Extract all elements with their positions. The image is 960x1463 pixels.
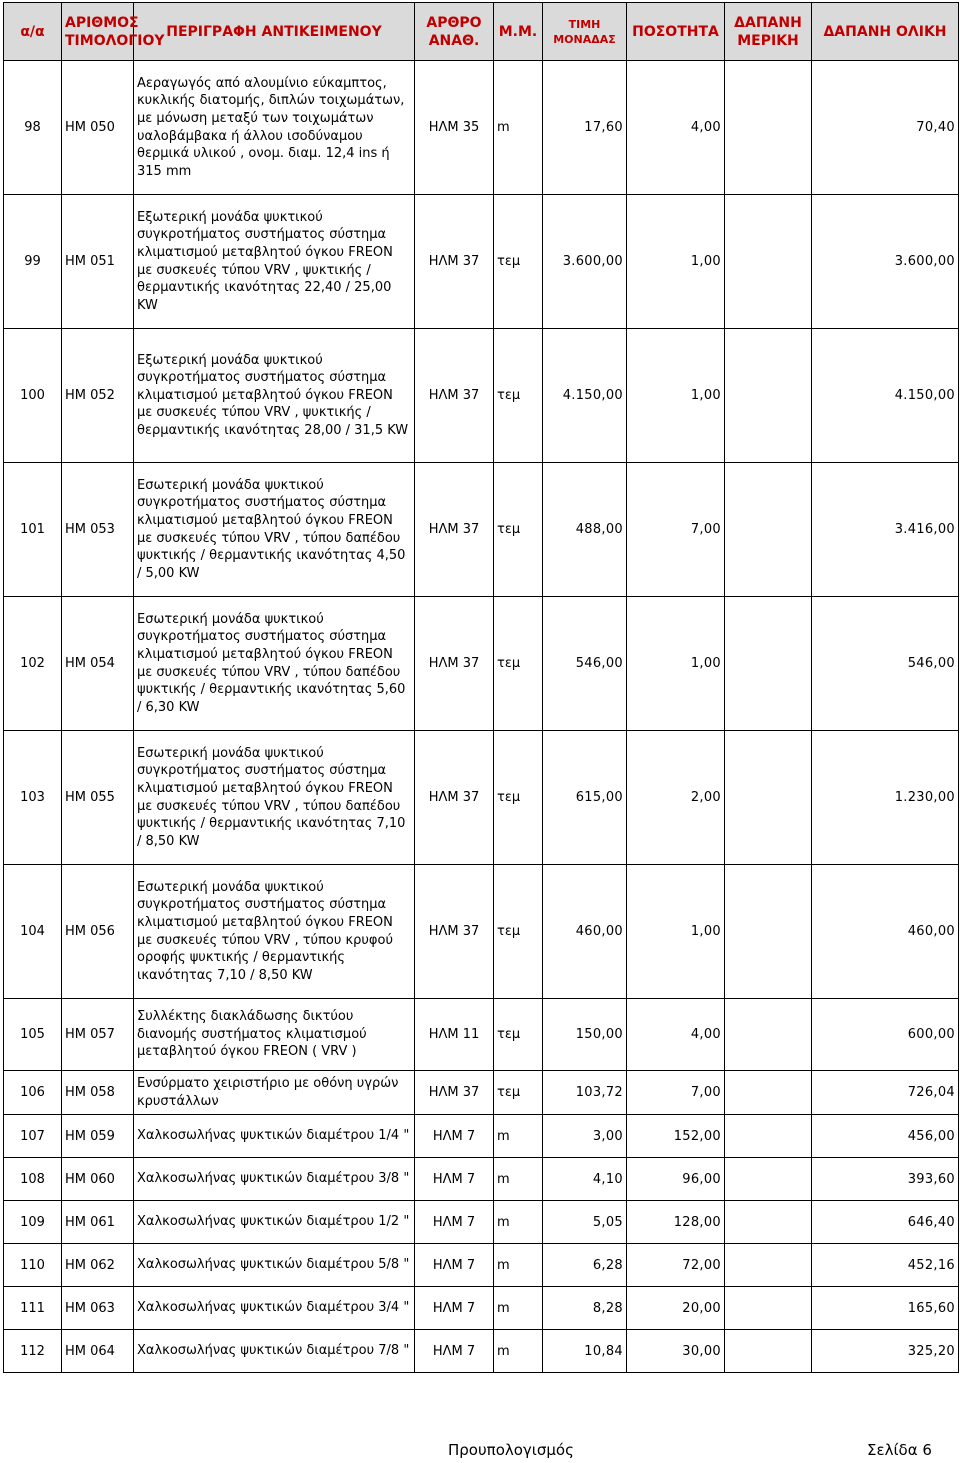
row-number: 107 — [4, 1115, 62, 1158]
unit-of-measure: m — [494, 1287, 543, 1330]
header-invoice-no: ΑΡΙΘΜΟΣ ΤΙΜΟΛΟΓΙΟΥ — [62, 3, 134, 61]
unit-of-measure: m — [494, 1244, 543, 1287]
unit-of-measure: τεμ — [494, 999, 543, 1071]
invoice-code: ΗΜ 064 — [62, 1330, 134, 1373]
total-cost: 70,40 — [812, 61, 959, 195]
header-total-cost: ΔΑΠΑΝΗ ΟΛΙΚΗ — [812, 3, 959, 61]
partial-cost — [725, 1201, 812, 1244]
unit-price: 8,28 — [543, 1287, 627, 1330]
total-cost: 452,16 — [812, 1244, 959, 1287]
unit-price: 17,60 — [543, 61, 627, 195]
invoice-code: ΗΜ 054 — [62, 597, 134, 731]
row-number: 105 — [4, 999, 62, 1071]
unit-of-measure: τεμ — [494, 731, 543, 865]
table-row — [4, 865, 959, 999]
unit-of-measure: τεμ — [494, 865, 543, 999]
quantity: 152,00 — [627, 1115, 725, 1158]
unit-of-measure: m — [494, 1158, 543, 1201]
total-cost: 546,00 — [812, 597, 959, 731]
row-number: 99 — [4, 195, 62, 329]
row-number: 112 — [4, 1330, 62, 1373]
row-number: 100 — [4, 329, 62, 463]
header-aa: α/α — [4, 3, 62, 61]
row-number: 102 — [4, 597, 62, 731]
quantity: 1,00 — [627, 597, 725, 731]
table-header-row — [4, 3, 959, 61]
quantity: 128,00 — [627, 1201, 725, 1244]
item-description: Χαλκοσωλήνας ψυκτικών διαμέτρου 5/8 " — [134, 1244, 415, 1287]
header-description: ΠΕΡΙΓΡΑΦΗ ΑΝΤΙΚΕΙΜΕΝΟΥ — [134, 3, 415, 61]
partial-cost — [725, 61, 812, 195]
item-description: Εσωτερική μονάδα ψυκτικού συγκροτήματος συστήματος σύστημα κλιματισμού μεταβλητού όγκου FREON με συσκευές τύπου VRV , τύπου δαπέδου ψυκτικής / θερμαντικής ικανότητας 5,60 / 6,30 KW — [134, 597, 415, 731]
total-cost: 460,00 — [812, 865, 959, 999]
row-number: 108 — [4, 1158, 62, 1201]
item-description: Χαλκοσωλήνας ψυκτικών διαμέτρου 3/8 " — [134, 1158, 415, 1201]
partial-cost — [725, 1287, 812, 1330]
partial-cost — [725, 1115, 812, 1158]
unit-price: 3,00 — [543, 1115, 627, 1158]
table-row — [4, 597, 959, 731]
budget-table — [3, 2, 959, 1373]
total-cost: 165,60 — [812, 1287, 959, 1330]
row-number: 109 — [4, 1201, 62, 1244]
row-number: 110 — [4, 1244, 62, 1287]
table-row — [4, 731, 959, 865]
quantity: 1,00 — [627, 329, 725, 463]
partial-cost — [725, 597, 812, 731]
header-unit-price: ΤΙΜΗ ΜΟΝΑΔΑΣ — [543, 3, 627, 61]
article-code: ΗΛΜ 37 — [415, 463, 494, 597]
article-code: ΗΛΜ 35 — [415, 61, 494, 195]
article-code: ΗΛΜ 37 — [415, 329, 494, 463]
table-row — [4, 1287, 959, 1330]
quantity: 20,00 — [627, 1287, 725, 1330]
header-unit: Μ.Μ. — [494, 3, 543, 61]
total-cost: 646,40 — [812, 1201, 959, 1244]
invoice-code: ΗΜ 051 — [62, 195, 134, 329]
unit-price: 615,00 — [543, 731, 627, 865]
quantity: 1,00 — [627, 865, 725, 999]
total-cost: 3.416,00 — [812, 463, 959, 597]
unit-price: 3.600,00 — [543, 195, 627, 329]
item-description: Χαλκοσωλήνας ψυκτικών διαμέτρου 7/8 " — [134, 1330, 415, 1373]
item-description: Ενσύρματο χειριστήριο με οθόνη υγρών κρυστάλλων — [134, 1071, 415, 1115]
item-description: Εσωτερική μονάδα ψυκτικού συγκροτήματος συστήματος σύστημα κλιματισμού μεταβλητού όγκου FREON με συσκευές τύπου VRV , τύπου κρυφού οροφής ψυκτικής / θερμαντικής ικανότητας 7,10 / 8,50 KW — [134, 865, 415, 999]
unit-price: 103,72 — [543, 1071, 627, 1115]
header-quantity: ΠΟΣΟΤΗΤΑ — [627, 3, 725, 61]
table-row — [4, 463, 959, 597]
unit-of-measure: m — [494, 1115, 543, 1158]
table-row — [4, 999, 959, 1071]
quantity: 4,00 — [627, 61, 725, 195]
invoice-code: ΗΜ 057 — [62, 999, 134, 1071]
quantity: 4,00 — [627, 999, 725, 1071]
partial-cost — [725, 195, 812, 329]
total-cost: 4.150,00 — [812, 329, 959, 463]
article-code: ΗΛΜ 37 — [415, 195, 494, 329]
article-code: ΗΛΜ 37 — [415, 597, 494, 731]
partial-cost — [725, 865, 812, 999]
invoice-code: ΗΜ 059 — [62, 1115, 134, 1158]
row-number: 104 — [4, 865, 62, 999]
item-description: Εξωτερική μονάδα ψυκτικού συγκροτήματος συστήματος σύστημα κλιματισμού μεταβλητού όγκου FREON με συσκευές τύπου VRV , ψυκτικής / θερμαντικής ικανότητας 22,40 / 25,00 KW — [134, 195, 415, 329]
quantity: 96,00 — [627, 1158, 725, 1201]
article-code: ΗΛΜ 7 — [415, 1287, 494, 1330]
article-code: ΗΛΜ 7 — [415, 1201, 494, 1244]
item-description: Χαλκοσωλήνας ψυκτικών διαμέτρου 1/2 " — [134, 1201, 415, 1244]
total-cost: 325,20 — [812, 1330, 959, 1373]
table-row — [4, 1330, 959, 1373]
row-number: 106 — [4, 1071, 62, 1115]
item-description: Χαλκοσωλήνας ψυκτικών διαμέτρου 1/4 " — [134, 1115, 415, 1158]
unit-of-measure: m — [494, 1201, 543, 1244]
table-row — [4, 329, 959, 463]
unit-of-measure: τεμ — [494, 597, 543, 731]
invoice-code: ΗΜ 053 — [62, 463, 134, 597]
partial-cost — [725, 731, 812, 865]
table-row — [4, 195, 959, 329]
unit-price: 10,84 — [543, 1330, 627, 1373]
unit-price: 460,00 — [543, 865, 627, 999]
item-description: Εσωτερική μονάδα ψυκτικού συγκροτήματος συστήματος σύστημα κλιματισμού μεταβλητού όγκου FREON με συσκευές τύπου VRV , τύπου δαπέδου ψυκτικής / θερμαντικής ικανότητας 7,10 / 8,50 KW — [134, 731, 415, 865]
unit-of-measure: τεμ — [494, 1071, 543, 1115]
row-number: 103 — [4, 731, 62, 865]
article-code: ΗΛΜ 37 — [415, 865, 494, 999]
unit-of-measure: m — [494, 61, 543, 195]
total-cost: 3.600,00 — [812, 195, 959, 329]
total-cost: 600,00 — [812, 999, 959, 1071]
item-description: Εσωτερική μονάδα ψυκτικού συγκροτήματος συστήματος σύστημα κλιματισμού μεταβλητού όγκου FREON με συσκευές τύπου VRV , τύπου δαπέδου ψυκτικής / θερμαντικής ικανότητας 4,50 / 5,00 KW — [134, 463, 415, 597]
header-article: ΑΡΘΡΟ ΑΝΑΘ. — [415, 3, 494, 61]
partial-cost — [725, 1158, 812, 1201]
unit-of-measure: m — [494, 1330, 543, 1373]
quantity: 1,00 — [627, 195, 725, 329]
quantity: 7,00 — [627, 463, 725, 597]
article-code: ΗΛΜ 11 — [415, 999, 494, 1071]
invoice-code: ΗΜ 050 — [62, 61, 134, 195]
invoice-code: ΗΜ 056 — [62, 865, 134, 999]
invoice-code: ΗΜ 055 — [62, 731, 134, 865]
partial-cost — [725, 999, 812, 1071]
unit-price: 4,10 — [543, 1158, 627, 1201]
table-row — [4, 61, 959, 195]
unit-price: 546,00 — [543, 597, 627, 731]
item-description: Χαλκοσωλήνας ψυκτικών διαμέτρου 3/4 " — [134, 1287, 415, 1330]
unit-of-measure: τεμ — [494, 463, 543, 597]
quantity: 7,00 — [627, 1071, 725, 1115]
unit-of-measure: τεμ — [494, 329, 543, 463]
invoice-code: ΗΜ 052 — [62, 329, 134, 463]
partial-cost — [725, 463, 812, 597]
unit-price: 150,00 — [543, 999, 627, 1071]
footer-document-name: Προυπολογισμός — [448, 1441, 574, 1459]
invoice-code: ΗΜ 058 — [62, 1071, 134, 1115]
article-code: ΗΛΜ 7 — [415, 1115, 494, 1158]
row-number: 101 — [4, 463, 62, 597]
footer-page-number: Σελίδα 6 — [867, 1441, 932, 1459]
article-code: ΗΛΜ 37 — [415, 731, 494, 865]
unit-price: 6,28 — [543, 1244, 627, 1287]
total-cost: 726,04 — [812, 1071, 959, 1115]
invoice-code: ΗΜ 062 — [62, 1244, 134, 1287]
total-cost: 393,60 — [812, 1158, 959, 1201]
row-number: 111 — [4, 1287, 62, 1330]
table-row — [4, 1071, 959, 1115]
article-code: ΗΛΜ 37 — [415, 1071, 494, 1115]
unit-price: 5,05 — [543, 1201, 627, 1244]
partial-cost — [725, 1244, 812, 1287]
item-description: Εξωτερική μονάδα ψυκτικού συγκροτήματος συστήματος σύστημα κλιματισμού μεταβλητού όγκου FREON με συσκευές τύπου VRV , ψυκτικής / θερμαντικής ικανότητας 28,00 / 31,5 KW — [134, 329, 415, 463]
item-description: Συλλέκτης διακλάδωσης δικτύου διανομής συστήματος κλιματισμού μεταβλητού όγκου FREON ( VRV ) — [134, 999, 415, 1071]
invoice-code: ΗΜ 060 — [62, 1158, 134, 1201]
item-description: Αεραγωγός από αλουμίνιο εύκαμπτος, κυκλικής διατομής, διπλών τοιχωμάτων, με μόνωση μεταξύ των τοιχωμάτων υαλοβάμβακα ή άλλου ισοδύναμου θερμικά υλικού , ονομ. διαμ. 12,4 ins ή 315 mm — [134, 61, 415, 195]
unit-price: 4.150,00 — [543, 329, 627, 463]
partial-cost — [725, 1071, 812, 1115]
table-row — [4, 1158, 959, 1201]
article-code: ΗΛΜ 7 — [415, 1330, 494, 1373]
quantity: 2,00 — [627, 731, 725, 865]
article-code: ΗΛΜ 7 — [415, 1244, 494, 1287]
table-row — [4, 1115, 959, 1158]
quantity: 72,00 — [627, 1244, 725, 1287]
row-number: 98 — [4, 61, 62, 195]
unit-of-measure: τεμ — [494, 195, 543, 329]
table-row — [4, 1201, 959, 1244]
article-code: ΗΛΜ 7 — [415, 1158, 494, 1201]
total-cost: 456,00 — [812, 1115, 959, 1158]
invoice-code: ΗΜ 061 — [62, 1201, 134, 1244]
quantity: 30,00 — [627, 1330, 725, 1373]
partial-cost — [725, 329, 812, 463]
table-row — [4, 1244, 959, 1287]
total-cost: 1.230,00 — [812, 731, 959, 865]
unit-price: 488,00 — [543, 463, 627, 597]
partial-cost — [725, 1330, 812, 1373]
header-partial-cost: ΔΑΠΑΝΗ ΜΕΡΙΚΗ — [725, 3, 812, 61]
invoice-code: ΗΜ 063 — [62, 1287, 134, 1330]
